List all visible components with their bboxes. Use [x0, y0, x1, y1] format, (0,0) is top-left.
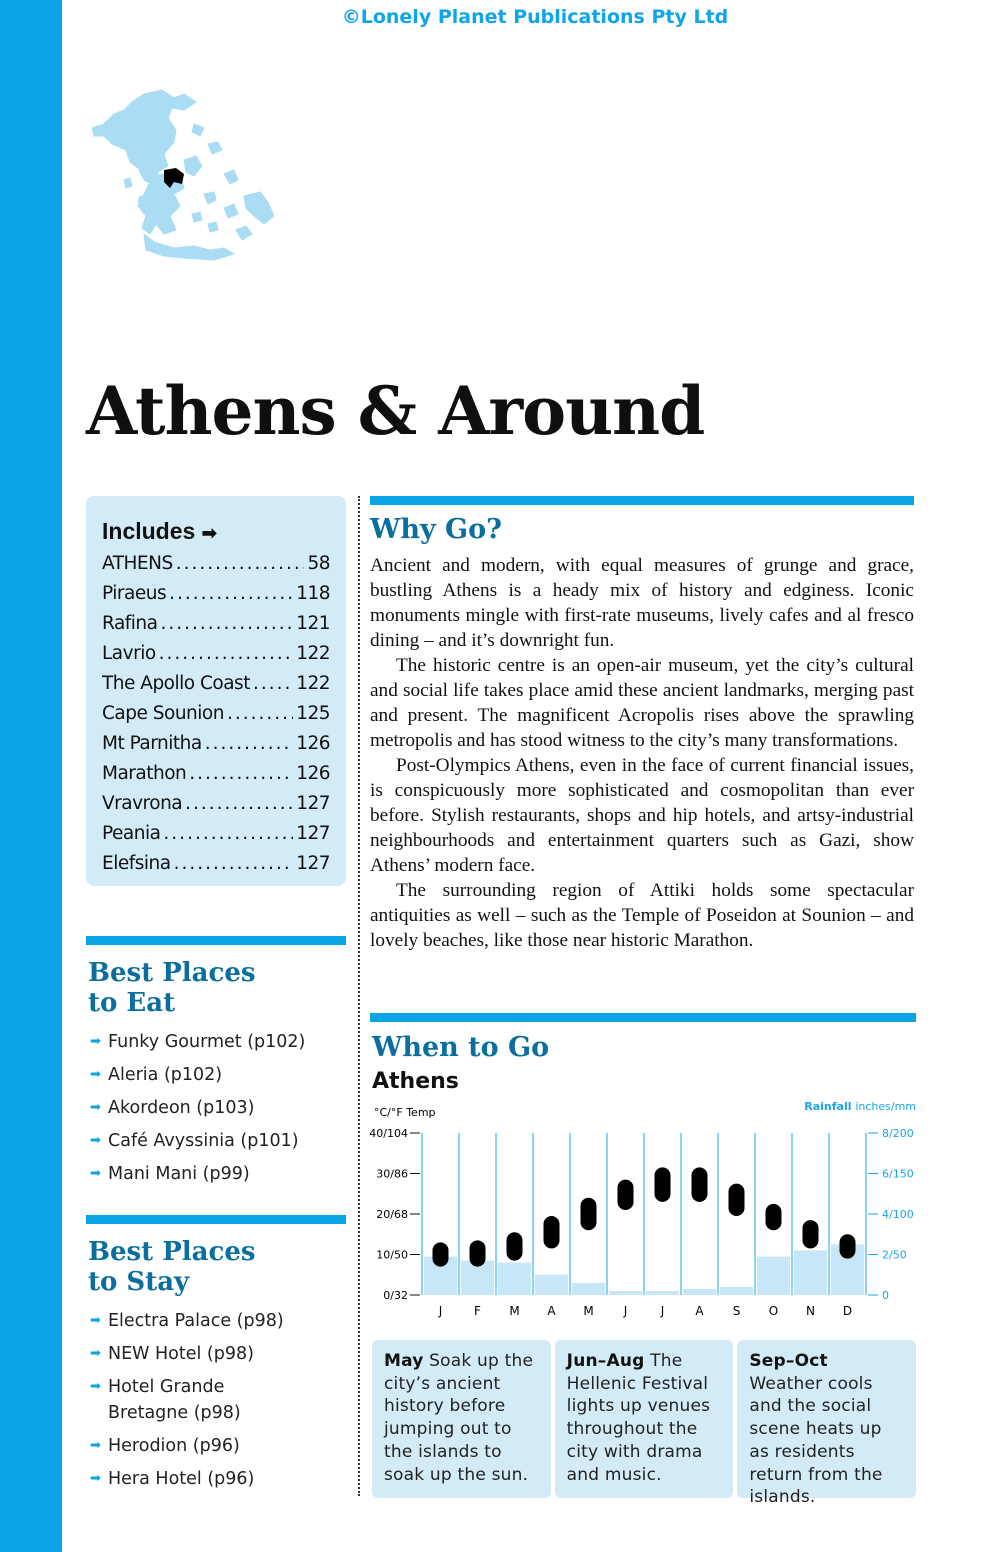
rain-tick-label: 4/100	[882, 1208, 914, 1221]
arrow-right-icon: ➡	[90, 1471, 101, 1486]
temp-tick-label: 40/104	[369, 1127, 408, 1140]
month-label: F	[474, 1304, 481, 1318]
copyright-notice: ©Lonely Planet Publications Pty Ltd	[341, 6, 729, 28]
temp-tick-label: 10/50	[376, 1248, 408, 1262]
includes-item-name: Mt Parnitha	[102, 733, 202, 754]
includes-item-name: Lavrio	[102, 643, 156, 664]
includes-item	[102, 789, 330, 819]
left-color-bar	[0, 0, 62, 1552]
temperature-range-bar	[729, 1184, 745, 1216]
paragraph: Ancient and modern, with equal measures of grunge and grace, bustling Athens is a heady mix of history and edginess. Iconic monuments mingle with first-rate museums, lively cafes and al fresco dining – and it’s downright fun.	[370, 555, 914, 651]
list-item-text: Hera Hotel (p96)	[108, 1469, 255, 1489]
best-eat-list	[88, 1029, 346, 1194]
list-item-text: Mani Mani (p99)	[108, 1164, 250, 1184]
list-item-text: Café Avyssinia (p101)	[108, 1131, 299, 1151]
includes-box	[86, 496, 346, 886]
includes-item-page: 58	[307, 553, 330, 574]
month-label: S	[732, 1304, 741, 1318]
includes-item-page: 126	[296, 763, 330, 784]
includes-item	[102, 759, 330, 789]
best-stay-title: Best Places to Stay	[88, 1237, 256, 1297]
month-box-jun-aug: Jun–Aug The Hellenic Festival lights up venues throughout the city with drama and music.	[555, 1340, 734, 1498]
arrow-right-icon: ➡	[90, 1379, 101, 1394]
page-title: Athens & Around	[86, 372, 705, 450]
list-item-text: NEW Hotel (p98)	[108, 1344, 254, 1364]
arrow-right-icon: ➡	[90, 1166, 101, 1181]
includes-item-page: 122	[296, 673, 330, 694]
list-item	[88, 1128, 346, 1154]
why-go-text	[370, 553, 914, 953]
arrow-right-icon: ➡	[90, 1133, 101, 1148]
leader-dots	[205, 729, 293, 759]
rainfall-bar	[498, 1263, 531, 1295]
best-stay-list	[88, 1308, 310, 1499]
month-label: J	[438, 1304, 443, 1318]
includes-item	[102, 639, 330, 669]
rain-axis-label: Rainfall inches/mm	[804, 1100, 916, 1113]
month-boxes	[372, 1340, 916, 1508]
leader-dots	[163, 819, 293, 849]
includes-item	[102, 819, 330, 849]
includes-item-page: 121	[296, 613, 330, 634]
temperature-range-bar	[581, 1198, 597, 1230]
rainfall-bar	[720, 1287, 753, 1295]
temp-tick-label: 0/32	[383, 1289, 408, 1302]
month-label: J	[623, 1304, 628, 1318]
temperature-range-bar	[655, 1167, 671, 1201]
temp-axis-label: °C/°F Temp	[374, 1106, 436, 1119]
includes-item-name: Elefsina	[102, 853, 171, 874]
leader-dots	[227, 699, 293, 729]
rain-tick-label: 2/50	[882, 1248, 907, 1262]
column-divider	[358, 496, 360, 1496]
list-item	[88, 1308, 310, 1334]
arrow-right-icon: ➡	[90, 1067, 101, 1082]
month-label: M	[509, 1304, 520, 1318]
temperature-range-bar	[692, 1167, 708, 1201]
leader-dots	[161, 609, 294, 639]
list-item	[88, 1095, 346, 1121]
month-label: M	[583, 1304, 594, 1318]
includes-list	[102, 549, 330, 879]
month-label: D	[842, 1304, 853, 1318]
month-label: A	[547, 1304, 556, 1318]
includes-item-page: 118	[296, 583, 330, 604]
list-item	[88, 1029, 346, 1055]
leader-dots	[185, 789, 293, 819]
paragraph: Post-Olympics Athens, even in the face of current financial issues, is conspicuously more sophisticated and cosmopolitan than ever before. Stylish restaurants, shops and hip hotels, and artsy-industrial neighbourhoods and entertainment quarters such as Gazi, show Athens’ modern face.	[370, 755, 914, 876]
rainfall-bar	[646, 1291, 679, 1295]
month-label: O	[768, 1304, 779, 1318]
section-divider-bar	[370, 1013, 916, 1022]
leader-dots	[189, 759, 293, 789]
temperature-range-bar	[618, 1180, 634, 1210]
rainfall-bar	[757, 1257, 790, 1295]
rain-tick-label: 6/150	[882, 1167, 914, 1181]
list-item	[88, 1341, 310, 1367]
list-item	[88, 1466, 310, 1492]
leader-dots	[174, 849, 294, 879]
month-label: A	[695, 1304, 704, 1318]
list-item-text: Herodion (p96)	[108, 1436, 240, 1456]
list-item-text: Funky Gourmet (p102)	[108, 1032, 306, 1052]
leader-dots	[169, 579, 293, 609]
includes-item	[102, 579, 330, 609]
arrow-right-icon: ➡	[90, 1438, 101, 1453]
temperature-range-bar	[766, 1204, 782, 1230]
temperature-range-bar	[470, 1240, 486, 1266]
includes-item-name: Marathon	[102, 763, 187, 784]
greece-map-icon	[84, 84, 279, 264]
temp-tick-label: 30/86	[376, 1167, 408, 1181]
list-item	[88, 1161, 346, 1187]
paragraph: The surrounding region of Attiki holds some spectacular antiquities as well – such as the Temple of Poseidon at Sounion – and lovely beaches, like those near historic Marathon.	[370, 880, 914, 951]
list-item	[88, 1433, 310, 1459]
includes-heading: Includes ➡	[102, 518, 217, 544]
rainfall-bar	[572, 1283, 605, 1295]
temperature-range-bar	[803, 1220, 819, 1248]
month-box-sep-oct: Sep–Oct Weather cools and the social scene heats up as residents return from the islands.	[737, 1340, 916, 1498]
paragraph: The historic centre is an open-air museum, yet the city’s cultural and social life takes place amid these ancient landmarks, merging past and present. The magnificent Acropolis rises above the sprawling metropolis and has stood witness to the city’s many transformations.	[370, 655, 914, 751]
climate-chart	[368, 1098, 916, 1328]
temperature-range-bar	[507, 1232, 523, 1260]
arrow-right-icon: ➡	[90, 1100, 101, 1115]
why-go-title: Why Go?	[370, 514, 502, 545]
rainfall-bar	[683, 1289, 716, 1295]
temp-tick-label: 20/68	[376, 1208, 408, 1221]
temperature-range-bar	[433, 1242, 449, 1266]
includes-item	[102, 699, 330, 729]
list-item	[88, 1062, 346, 1088]
includes-item	[102, 849, 330, 879]
includes-item-page: 127	[296, 793, 330, 814]
includes-item-page: 125	[296, 703, 330, 724]
temperature-range-bar	[840, 1234, 856, 1258]
month-label: N	[806, 1304, 815, 1318]
includes-item	[102, 549, 330, 579]
list-item-text: Hotel Grande Bretagne (p98)	[108, 1377, 241, 1423]
leader-dots	[159, 639, 294, 669]
month-label: J	[660, 1304, 665, 1318]
section-divider-bar	[86, 936, 346, 945]
includes-item	[102, 729, 330, 759]
includes-item-name: Vravrona	[102, 793, 183, 814]
includes-item-page: 127	[296, 823, 330, 844]
list-item	[88, 1374, 310, 1426]
month-box-may: May Soak up the city’s ancient history before jumping out to the islands to soak up the sun.	[372, 1340, 551, 1498]
includes-item-page: 122	[296, 643, 330, 664]
includes-item-name: Cape Sounion	[102, 703, 224, 724]
section-divider-bar	[86, 1215, 346, 1224]
section-divider-bar	[370, 496, 914, 505]
when-to-go-city: Athens	[372, 1069, 459, 1094]
when-to-go-title: When to Go	[372, 1032, 550, 1063]
includes-item	[102, 609, 330, 639]
includes-item-name: ATHENS	[102, 553, 173, 574]
includes-item-page: 126	[296, 733, 330, 754]
arrow-right-icon: ➡	[90, 1034, 101, 1049]
leader-dots	[176, 549, 305, 579]
includes-item-name: Rafina	[102, 613, 158, 634]
arrow-right-icon: ➡	[201, 523, 217, 543]
arrow-right-icon: ➡	[90, 1346, 101, 1361]
includes-item-name: Piraeus	[102, 583, 167, 604]
rainfall-bar	[794, 1250, 827, 1295]
rain-tick-label: 0	[882, 1289, 889, 1302]
arrow-right-icon: ➡	[90, 1313, 101, 1328]
list-item-text: Akordeon (p103)	[108, 1098, 255, 1118]
list-item-text: Aleria (p102)	[108, 1065, 223, 1085]
list-item-text: Electra Palace (p98)	[108, 1311, 284, 1331]
rainfall-bar	[535, 1275, 568, 1295]
rain-tick-label: 8/200	[882, 1127, 914, 1140]
includes-item-page: 127	[296, 853, 330, 874]
rainfall-bar	[609, 1291, 642, 1295]
includes-item-name: Peania	[102, 823, 161, 844]
includes-item-name: The Apollo Coast	[102, 673, 250, 694]
best-eat-title: Best Places to Eat	[88, 958, 256, 1018]
leader-dots	[253, 669, 293, 699]
includes-item	[102, 669, 330, 699]
temperature-range-bar	[544, 1216, 560, 1248]
